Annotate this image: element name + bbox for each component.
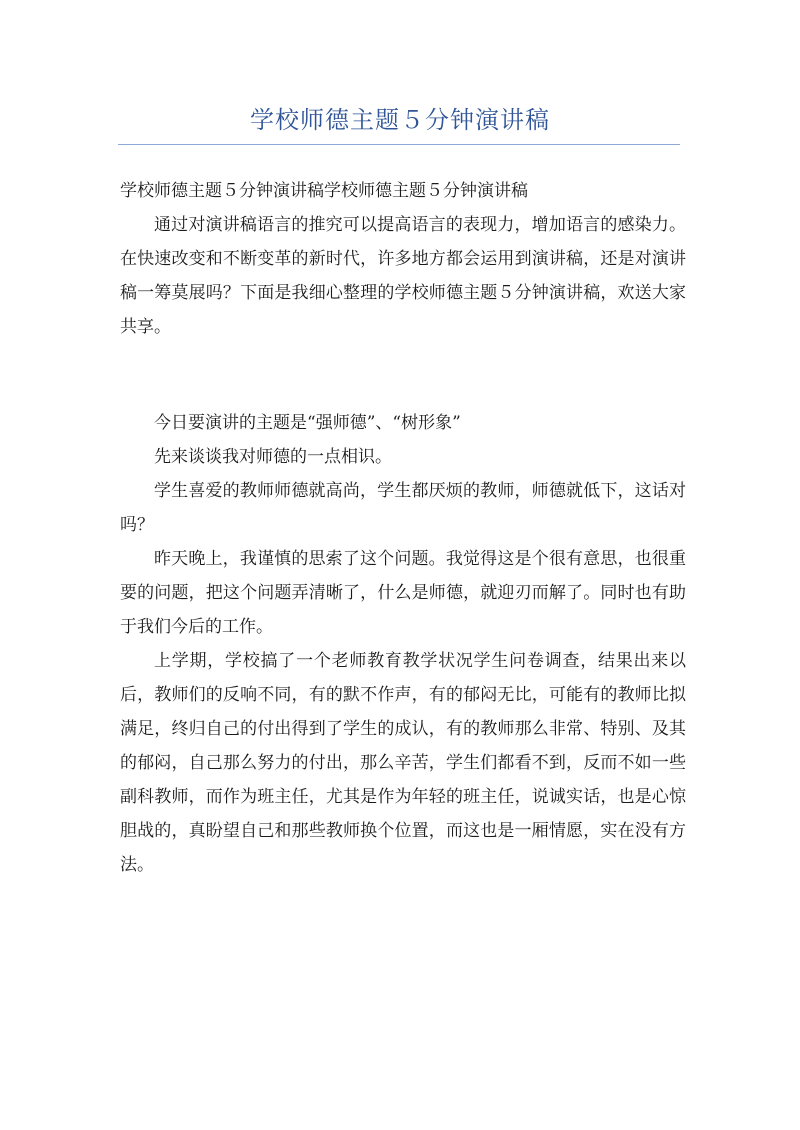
document-title: 学校师德主题５分钟演讲稿: [250, 106, 550, 134]
intro-paragraph: 通过对演讲稿语言的推究可以提高语言的表现力，增加语言的感染力。在快速改变和不断变革的新时代，许多地方都会运用到演讲稿，还是对演讲稿一筹莫展吗？下面是我细心整理的学校师德主题５分钟演讲稿，欢送大家共享。: [120, 215, 686, 337]
document-body: [120, 174, 686, 882]
body-paragraph: 先来谈谈我对师德的一点相识。: [154, 447, 392, 467]
subtitle-paragraph: 学校师德主题５分钟演讲稿学校师德主题５分钟演讲稿: [120, 181, 528, 201]
body-paragraph: 昨天晚上，我谨慎的思索了这个问题。我觉得这是个很有意思，也很重要的问题，把这个问题弄清晰了，什么是师德，就迎刃而解了。同时也有助于我们今后的工作。: [120, 549, 686, 637]
title-divider: [118, 144, 680, 145]
paragraph-spacer: [120, 344, 686, 406]
body-paragraph: 今日要演讲的主题是“强师德”、“树形象”: [154, 413, 461, 433]
body-paragraph: 上学期，学校搞了一个老师教育教学状况学生问卷调查，结果出来以后，教师们的反响不同，有的默不作声，有的郁闷无比，可能有的教师比拟满足，终归自己的付出得到了学生的成认，有的教师那么非常、特别、及其的郁闷，自己那么努力的付出，那么辛苦，学生们都看不到，反而不如一些副科教师，而作为班主任，尤其是作为年轻的班主任，说诚实话，也是心惊胆战的，真盼望自己和那些教师换个位置，而这也是一厢情愿，实在没有方法。: [120, 651, 686, 875]
body-paragraph: 学生喜爱的教师师德就高尚，学生都厌烦的教师，师德就低下，这话对吗？: [120, 481, 686, 535]
